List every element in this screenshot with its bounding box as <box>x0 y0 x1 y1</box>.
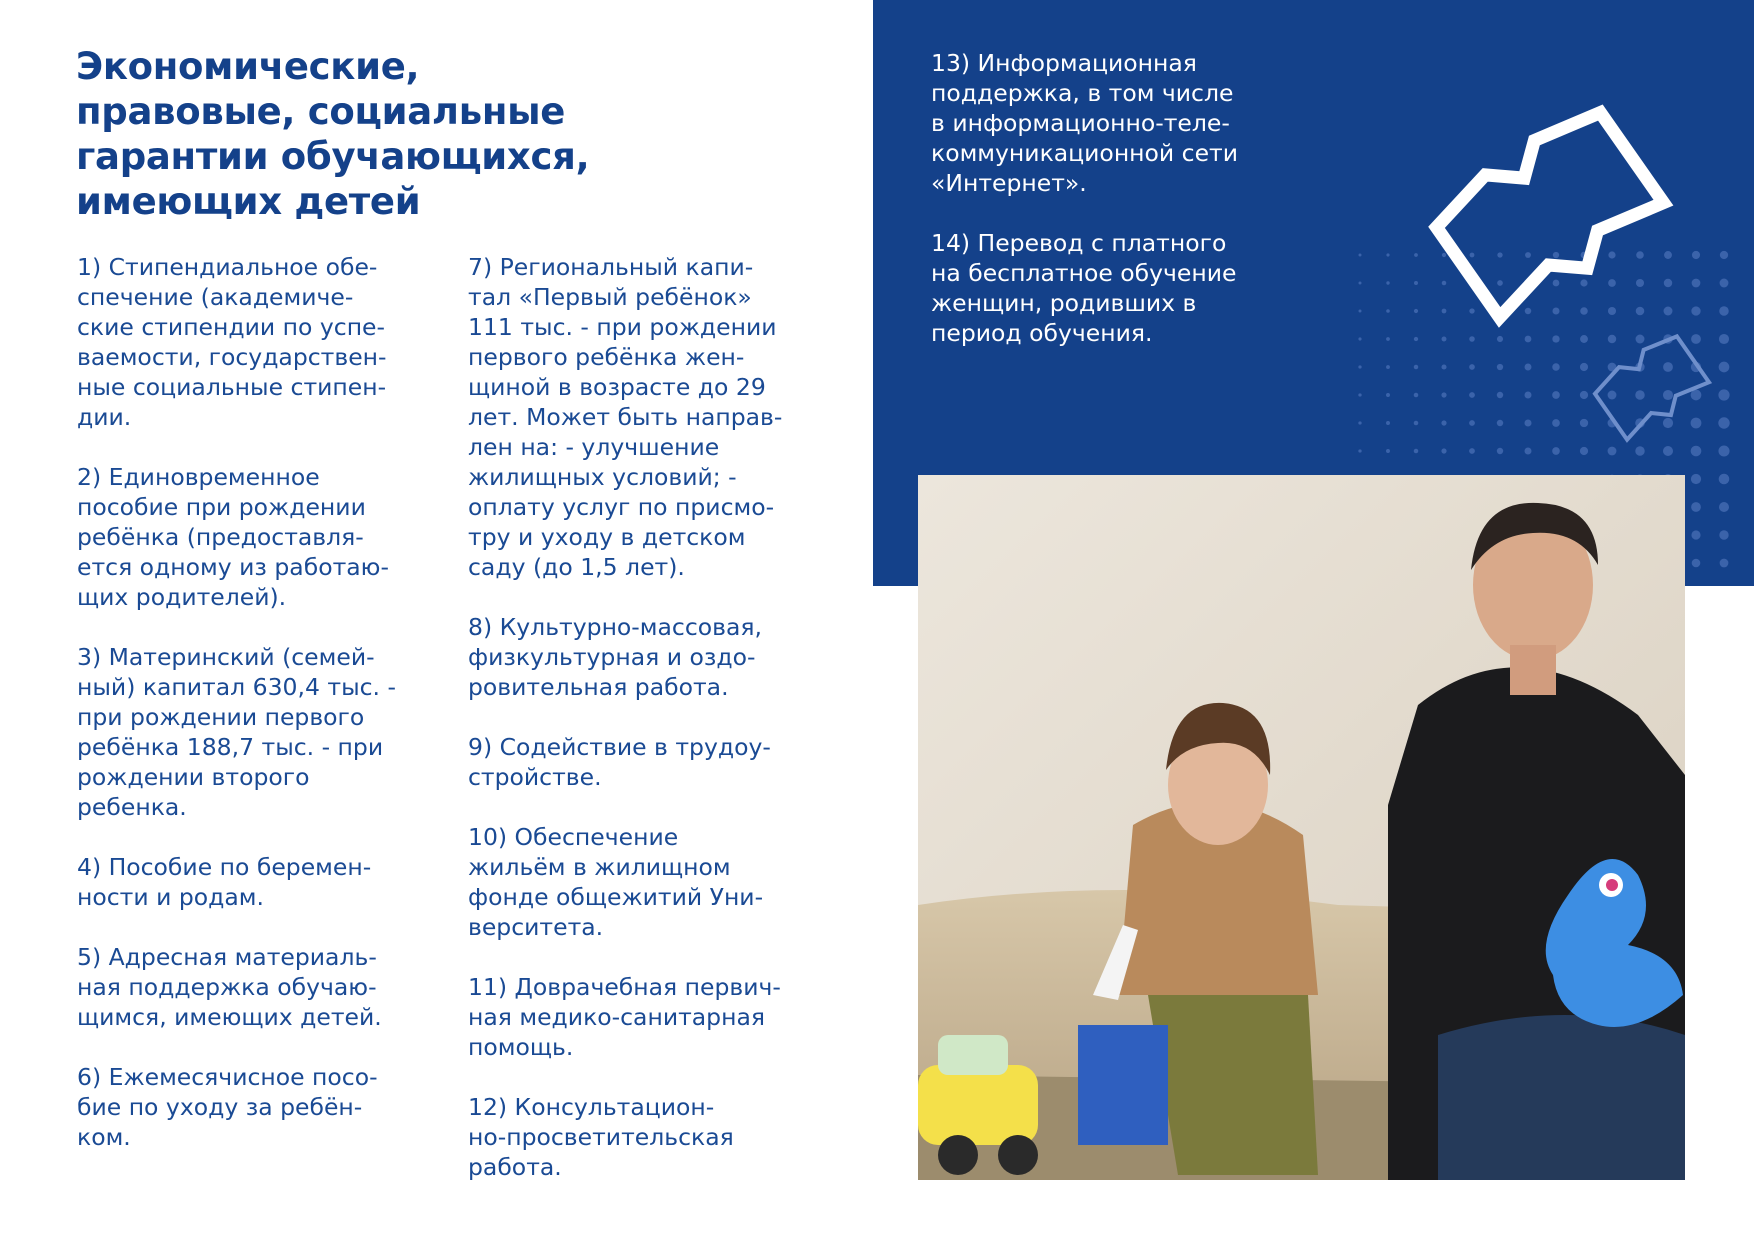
list-item: 9) Содействие в трудоу- стройстве. <box>468 733 771 791</box>
list-item: 13) Информационная поддержка, в том числе в информационно-теле- коммуникационной сети «Интернет». <box>931 49 1239 197</box>
list-item: 4) Пособие по беремен- ности и родам. <box>77 853 372 911</box>
open-book-icon <box>1428 100 1669 325</box>
list-item: 7) Региональный капи- тал «Первый ребёнок» 111 тыс. - при рождении первого ребёнка жен- щиной в возрасте до 29 лет. Может быть направ- лен на: - улучшение жилищных условий; - оплату услуг по присмо- тру и уходу в детском саду (до 1,5 лет). <box>468 253 783 581</box>
list-item: 5) Адресная материаль- ная поддержка обучаю- щимся, имеющих детей. <box>77 943 382 1031</box>
list-item: 2) Единовременное пособие при рождении ребёнка (предоставля- ется одному из работаю- щих родителей). <box>77 463 389 611</box>
list-item: 12) Консультацион- но-просветительская работа. <box>468 1093 734 1181</box>
list-item: 10) Обеспечение жильём в жилищном фонде общежитий Уни- верситета. <box>468 823 764 941</box>
list-item: 14) Перевод с платного на бесплатное обучение женщин, родивших в период обучения. <box>931 229 1237 347</box>
list-item: 8) Культурно-массовая, физкультурная и оздо- ровительная работа. <box>468 613 762 701</box>
list-item: 11) Доврачебная первич- ная медико-санитарная помощь. <box>468 973 781 1061</box>
list-item: 1) Стипендиальное обе- спечение (академиче- ские стипендии по успе- ваемости, государствен- ные социальные стипен- дии. <box>77 253 387 431</box>
list-item: 6) Ежемесячисное посо- бие по уходу за ребён- ком. <box>77 1063 378 1151</box>
small-book-icon <box>1590 330 1711 444</box>
man-and-boy-with-toys-photo <box>918 475 1685 1180</box>
list-item: 3) Материнский (семей- ный) капитал 630,4 тыс. - при рождении первого ребёнка 188,7 тыс. - при рождении второго ребенка. <box>77 643 396 821</box>
page-title: Экономические, правовые, социальные гарантии обучающихся, имеющих детей <box>76 45 590 223</box>
guarantees-column-right <box>931 48 1291 378</box>
